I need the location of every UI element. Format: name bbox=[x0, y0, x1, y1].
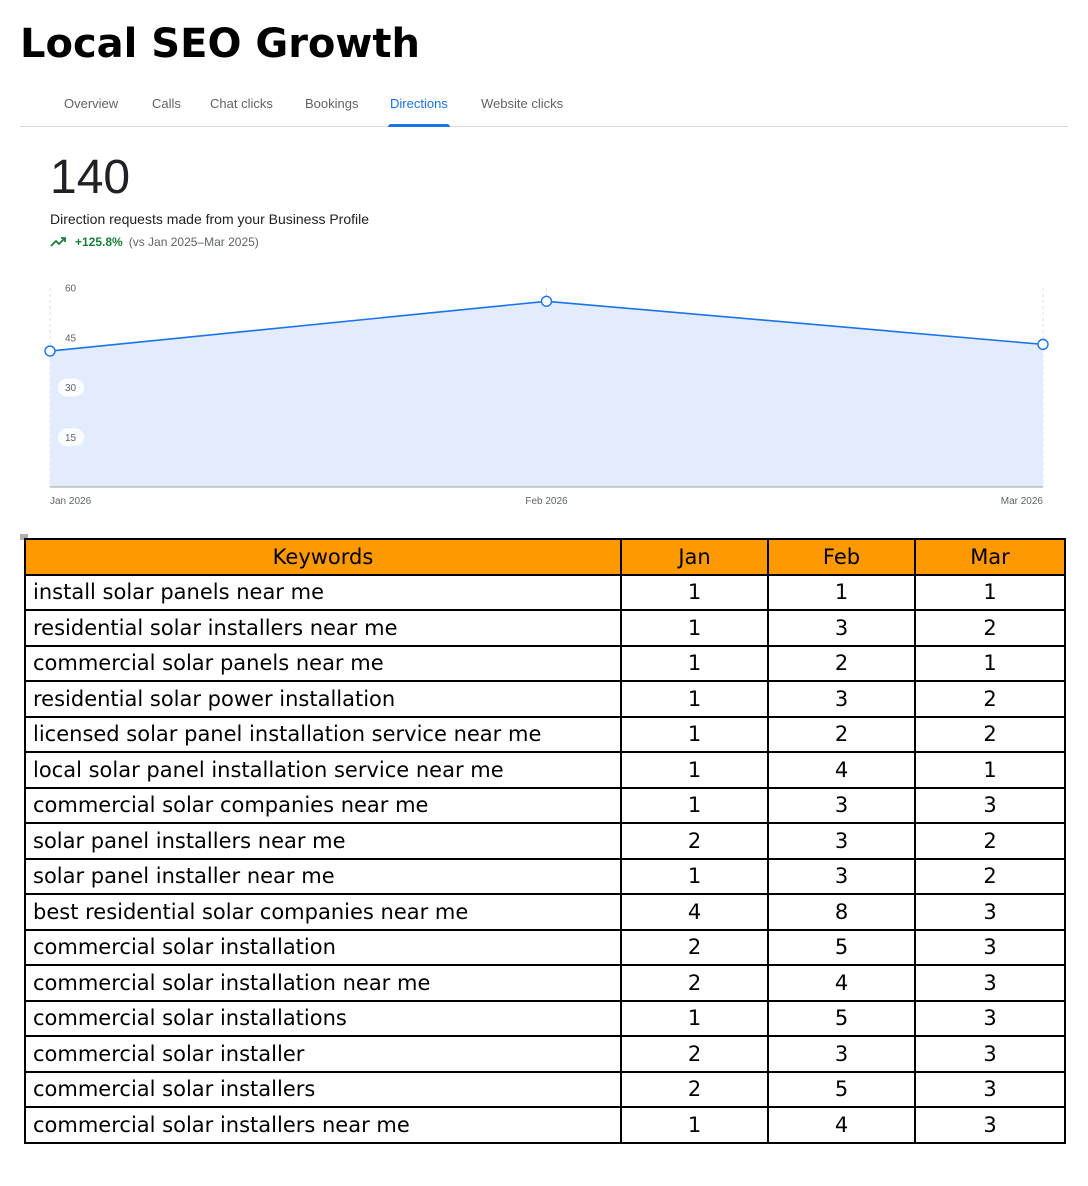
keyword-cell: commercial solar installation near me bbox=[25, 965, 621, 1001]
count-cell: 1 bbox=[915, 752, 1065, 788]
x-tick-label: Mar 2026 bbox=[1000, 496, 1043, 507]
header-feb: Feb bbox=[768, 539, 915, 575]
count-cell: 2 bbox=[768, 646, 915, 682]
count-cell: 2 bbox=[915, 823, 1065, 859]
tab-calls[interactable]: Calls bbox=[152, 96, 181, 111]
count-cell: 4 bbox=[768, 752, 915, 788]
y-tick-label: 60 bbox=[65, 283, 77, 295]
metric-tabs bbox=[20, 86, 1068, 127]
table-row bbox=[25, 717, 1065, 753]
count-cell: 3 bbox=[768, 610, 915, 646]
count-cell: 2 bbox=[621, 965, 768, 1001]
count-cell: 3 bbox=[915, 1072, 1065, 1108]
count-cell: 2 bbox=[915, 717, 1065, 753]
data-point bbox=[542, 296, 552, 306]
table-row bbox=[25, 1107, 1065, 1143]
x-tick-label: Jan 2026 bbox=[50, 496, 92, 507]
table-row bbox=[25, 965, 1065, 1001]
count-cell: 1 bbox=[621, 1001, 768, 1037]
tab-directions[interactable]: Directions bbox=[388, 86, 450, 126]
keyword-cell: commercial solar companies near me bbox=[25, 788, 621, 824]
count-cell: 1 bbox=[621, 717, 768, 753]
count-cell: 2 bbox=[621, 1072, 768, 1108]
keyword-cell: local solar panel installation service near me bbox=[25, 752, 621, 788]
count-cell: 3 bbox=[768, 1036, 915, 1072]
keywords-table bbox=[24, 538, 1066, 1144]
header-mar: Mar bbox=[915, 539, 1065, 575]
data-point bbox=[45, 346, 55, 356]
x-tick-label: Feb 2026 bbox=[525, 496, 568, 507]
y-tick-label: 15 bbox=[65, 432, 77, 444]
count-cell: 3 bbox=[768, 823, 915, 859]
count-cell: 3 bbox=[915, 1036, 1065, 1072]
metric-value: 140 bbox=[50, 151, 131, 204]
table-row bbox=[25, 1072, 1065, 1108]
count-cell: 4 bbox=[621, 894, 768, 930]
keyword-cell: best residential solar companies near me bbox=[25, 894, 621, 930]
table-row bbox=[25, 681, 1065, 717]
count-cell: 1 bbox=[621, 610, 768, 646]
page-title: Local SEO Growth bbox=[20, 21, 420, 67]
change-percent: +125.8% bbox=[75, 235, 123, 249]
data-point bbox=[1038, 339, 1048, 349]
metric-change bbox=[50, 235, 259, 249]
count-cell: 1 bbox=[621, 681, 768, 717]
y-tick-label: 30 bbox=[65, 383, 77, 394]
tab-overview[interactable]: Overview bbox=[64, 96, 119, 111]
count-cell: 3 bbox=[915, 894, 1065, 930]
table-row bbox=[25, 894, 1065, 930]
count-cell: 3 bbox=[768, 788, 915, 824]
count-cell: 3 bbox=[915, 1107, 1065, 1143]
count-cell: 3 bbox=[768, 681, 915, 717]
keyword-cell: solar panel installers near me bbox=[25, 823, 621, 859]
count-cell: 3 bbox=[915, 788, 1065, 824]
count-cell: 2 bbox=[915, 681, 1065, 717]
table-row bbox=[25, 1001, 1065, 1037]
keyword-cell: residential solar power installation bbox=[25, 681, 621, 717]
count-cell: 2 bbox=[621, 823, 768, 859]
keyword-cell: install solar panels near me bbox=[25, 575, 621, 611]
trending-up-icon bbox=[50, 236, 68, 248]
count-cell: 1 bbox=[621, 752, 768, 788]
header-keywords: Keywords bbox=[25, 539, 621, 575]
count-cell: 1 bbox=[621, 788, 768, 824]
table-row bbox=[25, 859, 1065, 895]
tab-bookings[interactable]: Bookings bbox=[305, 96, 359, 111]
keyword-cell: commercial solar installation bbox=[25, 930, 621, 966]
count-cell: 1 bbox=[915, 575, 1065, 611]
keyword-cell: commercial solar installers bbox=[25, 1072, 621, 1108]
count-cell: 2 bbox=[768, 717, 915, 753]
count-cell: 2 bbox=[915, 859, 1065, 895]
tab-website-clicks[interactable]: Website clicks bbox=[481, 96, 564, 111]
keyword-cell: commercial solar installer bbox=[25, 1036, 621, 1072]
count-cell: 2 bbox=[915, 610, 1065, 646]
tab-chat-clicks[interactable]: Chat clicks bbox=[210, 96, 273, 111]
count-cell: 3 bbox=[915, 965, 1065, 1001]
count-cell: 1 bbox=[621, 1107, 768, 1143]
count-cell: 8 bbox=[768, 894, 915, 930]
table-row bbox=[25, 788, 1065, 824]
keyword-cell: licensed solar panel installation service near me bbox=[25, 717, 621, 753]
header-jan: Jan bbox=[621, 539, 768, 575]
count-cell: 5 bbox=[768, 1001, 915, 1037]
series-area bbox=[50, 301, 1043, 487]
table-row bbox=[25, 646, 1065, 682]
keyword-cell: commercial solar installations bbox=[25, 1001, 621, 1037]
table-row bbox=[25, 1036, 1065, 1072]
count-cell: 1 bbox=[915, 646, 1065, 682]
count-cell: 3 bbox=[915, 930, 1065, 966]
table-header-row bbox=[25, 539, 1065, 575]
count-cell: 1 bbox=[621, 859, 768, 895]
table-row bbox=[25, 930, 1065, 966]
table-row bbox=[25, 823, 1065, 859]
table-row bbox=[25, 575, 1065, 611]
count-cell: 5 bbox=[768, 1072, 915, 1108]
count-cell: 2 bbox=[621, 1036, 768, 1072]
keyword-cell: commercial solar installers near me bbox=[25, 1107, 621, 1143]
directions-chart bbox=[0, 270, 1088, 515]
count-cell: 1 bbox=[768, 575, 915, 611]
keyword-cell: solar panel installer near me bbox=[25, 859, 621, 895]
table-row bbox=[25, 610, 1065, 646]
change-comparison: (vs Jan 2025–Mar 2025) bbox=[128, 235, 259, 249]
table-row bbox=[25, 752, 1065, 788]
count-cell: 5 bbox=[768, 930, 915, 966]
keyword-cell: commercial solar panels near me bbox=[25, 646, 621, 682]
count-cell: 3 bbox=[915, 1001, 1065, 1037]
count-cell: 2 bbox=[621, 930, 768, 966]
keyword-cell: residential solar installers near me bbox=[25, 610, 621, 646]
y-tick-label: 45 bbox=[65, 333, 77, 345]
count-cell: 3 bbox=[768, 859, 915, 895]
metric-description: Direction requests made from your Business Profile bbox=[50, 211, 370, 227]
count-cell: 1 bbox=[621, 575, 768, 611]
count-cell: 4 bbox=[768, 965, 915, 1001]
count-cell: 1 bbox=[621, 646, 768, 682]
count-cell: 4 bbox=[768, 1107, 915, 1143]
